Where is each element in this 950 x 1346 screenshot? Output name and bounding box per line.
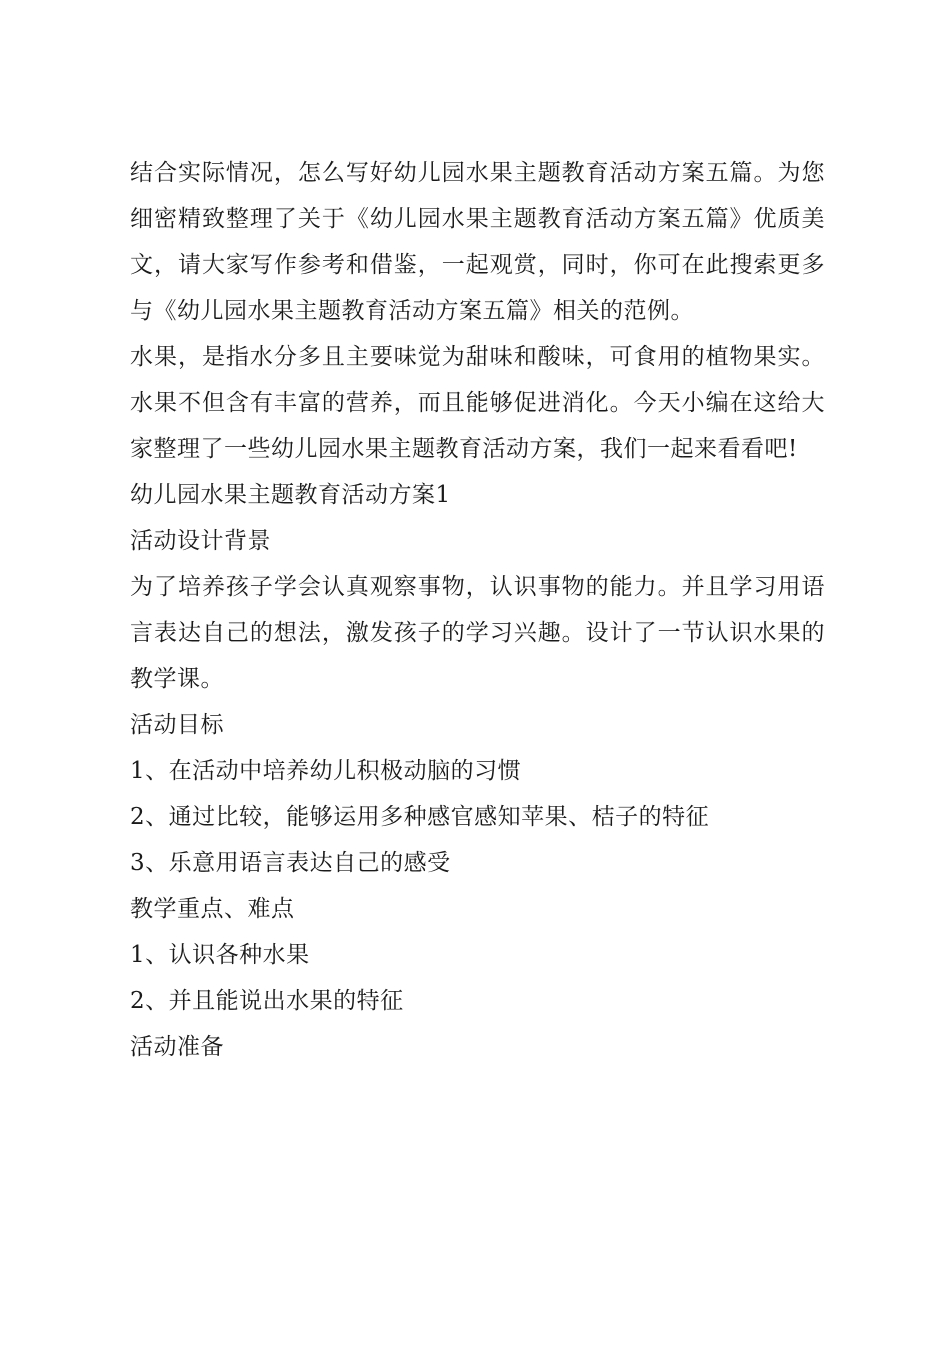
intro-paragraph: 结合实际情况，怎么写好幼儿园水果主题教育活动方案五篇。为您细密精致整理了关于《幼儿园水果主题教育活动方案五篇》优质美文，请大家写作参考和借鉴，一起观赏，同时，你可在此搜索更多与《幼儿园水果主题教育活动方案五篇》相关的范例。 <box>130 160 825 324</box>
section-heading-preparation: 活动准备 <box>130 1034 224 1060</box>
section-heading-goals: 活动目标 <box>130 712 224 738</box>
document-body <box>130 150 825 1070</box>
key-point-item: 2、并且能说出水果的特征 <box>130 988 404 1014</box>
fruit-description-paragraph: 水果，是指水分多且主要味觉为甜味和酸味，可食用的植物果实。水果不但含有丰富的营养，而且能够促进消化。今天小编在这给大家整理了一些幼儿园水果主题教育活动方案，我们一起来看看吧! <box>130 344 825 462</box>
section-heading-key-points: 教学重点、难点 <box>130 896 295 922</box>
section-heading-background: 活动设计背景 <box>130 528 271 554</box>
plan-title: 幼儿园水果主题教育活动方案1 <box>130 482 451 508</box>
key-point-item: 1、认识各种水果 <box>130 942 310 968</box>
goal-item: 2、通过比较，能够运用多种感官感知苹果、桔子的特征 <box>130 804 710 830</box>
background-paragraph: 为了培养孩子学会认真观察事物，认识事物的能力。并且学习用语言表达自己的想法，激发孩子的学习兴趣。设计了一节认识水果的教学课。 <box>130 574 825 692</box>
goal-item: 3、乐意用语言表达自己的感受 <box>130 850 451 876</box>
goal-item: 1、在活动中培养幼儿积极动脑的习惯 <box>130 758 522 784</box>
